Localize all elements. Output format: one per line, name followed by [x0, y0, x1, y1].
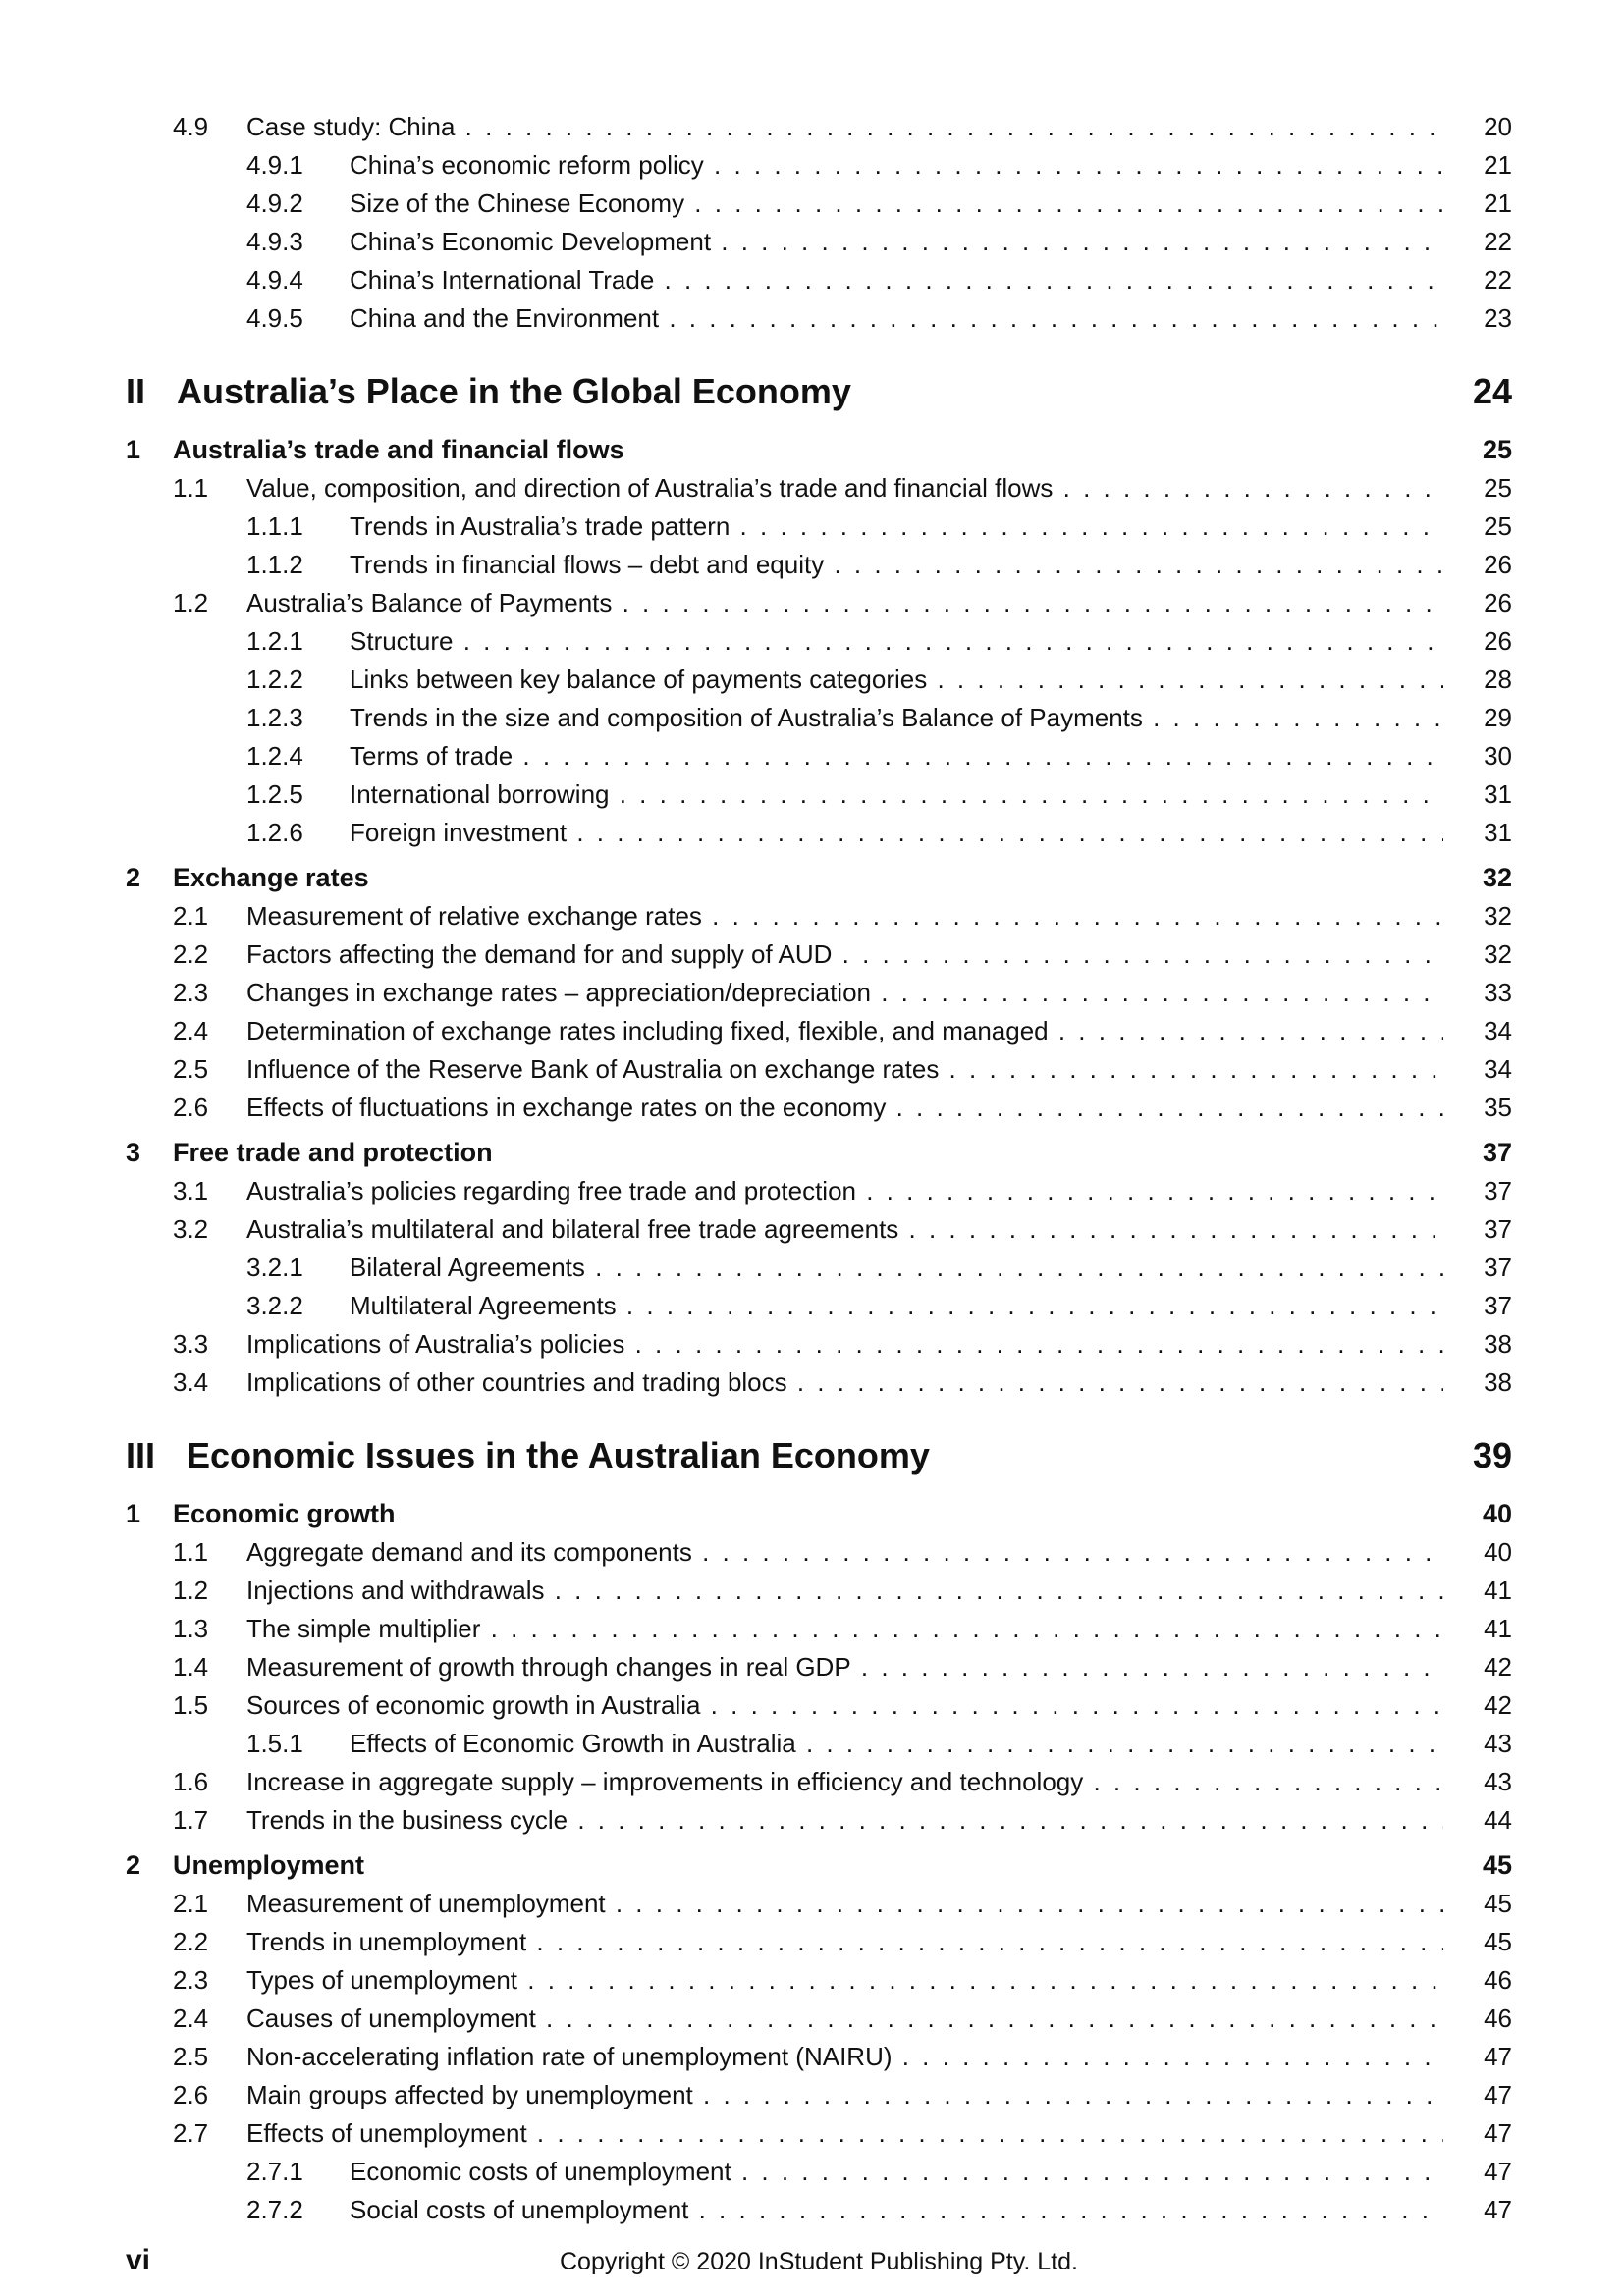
entry-number: 2.1: [173, 1889, 209, 1918]
entry-title: Implications of other countries and trading blocs . . .: [246, 1363, 1443, 1402]
entry-page: 20: [1484, 112, 1512, 141]
toc-entry: [126, 1172, 1512, 1210]
entry-title: Links between key balance of payments categories . . .: [350, 661, 1443, 699]
page-footer: [126, 2244, 1512, 2283]
section-number: 1: [126, 435, 141, 464]
toc-entry: [126, 1533, 1512, 1572]
entry-number: 1.2.4: [246, 741, 303, 771]
entry-title: Determination of exchange rates including fixed, flexible, and managed . . .: [246, 1012, 1443, 1050]
entry-page: 38: [1484, 1329, 1512, 1359]
toc-entry: [126, 1961, 1512, 2000]
entry-page: 22: [1484, 227, 1512, 256]
entry-title: Effects of unemployment . . .: [246, 2114, 1443, 2153]
entry-page: 35: [1484, 1093, 1512, 1122]
entry-title: Effects of fluctuations in exchange rates on the economy . . .: [246, 1089, 1443, 1127]
entry-title: Trends in the size and composition of Australia’s Balance of Payments . . .: [350, 699, 1443, 737]
entry-number: 1.1.2: [246, 550, 303, 579]
entry-title: Implications of Australia’s policies . . .: [246, 1325, 1443, 1363]
toc-entry: [126, 1610, 1512, 1648]
toc-entry: [126, 584, 1512, 622]
entry-page: 41: [1484, 1575, 1512, 1605]
entry-page: 42: [1484, 1652, 1512, 1682]
entry-number: 3.2.2: [246, 1291, 303, 1320]
toc-entry: [126, 897, 1512, 935]
toc-entry: [126, 699, 1512, 737]
entry-title: Influence of the Reserve Bank of Australia on exchange rates . . .: [246, 1050, 1443, 1089]
entry-number: 1.1: [173, 473, 209, 503]
section-page: 32: [1482, 863, 1512, 892]
page-number-folio: vi: [126, 2244, 151, 2276]
chapter-page: 24: [1472, 371, 1512, 411]
entry-title: China’s Economic Development . . .: [350, 223, 1443, 261]
entry-number: 1.2.6: [246, 818, 303, 847]
toc-entry: [126, 108, 1512, 146]
toc-entry: [126, 1363, 1512, 1402]
toc-entry: [126, 2114, 1512, 2153]
section-title: Unemployment: [173, 1850, 365, 1880]
entry-page: 37: [1484, 1176, 1512, 1205]
section-heading: [126, 1845, 1512, 1885]
entry-page: 21: [1484, 150, 1512, 180]
toc-entry: [126, 1801, 1512, 1840]
toc-entry: [126, 1885, 1512, 1923]
entry-title: Trends in financial flows – debt and equity . . .: [350, 546, 1443, 584]
entry-title: Terms of trade . . .: [350, 737, 1443, 775]
entry-title: Trends in Australia’s trade pattern . . .: [350, 507, 1443, 546]
chapter-heading: [126, 1423, 1512, 1488]
entry-title: Structure . . .: [350, 622, 1443, 661]
entry-page: 44: [1484, 1805, 1512, 1835]
entry-number: 1.4: [173, 1652, 209, 1682]
entry-title: Foreign investment . . .: [350, 814, 1443, 852]
entry-number: 2.5: [173, 2042, 209, 2071]
entry-number: 1.2.3: [246, 703, 303, 732]
toc-entry: [126, 1763, 1512, 1801]
entry-page: 47: [1484, 2157, 1512, 2186]
toc-entry: [126, 1050, 1512, 1089]
toc-entry: [126, 146, 1512, 185]
entry-title: Changes in exchange rates – appreciation/depreciation . . .: [246, 974, 1443, 1012]
toc-entry: [126, 546, 1512, 584]
section-number: 2: [126, 863, 141, 892]
entry-page: 37: [1484, 1253, 1512, 1282]
entry-number: 4.9.3: [246, 227, 303, 256]
toc-entry: [126, 299, 1512, 338]
entry-number: 1.2.2: [246, 665, 303, 694]
entry-page: 25: [1484, 473, 1512, 503]
entry-page: 25: [1484, 511, 1512, 541]
entry-page: 26: [1484, 588, 1512, 617]
entry-number: 1.5: [173, 1690, 209, 1720]
section-title: Australia’s trade and financial flows: [173, 435, 624, 464]
entry-title: Economic costs of unemployment . . .: [350, 2153, 1443, 2191]
toc-entry: [126, 261, 1512, 299]
toc-entry: [126, 2076, 1512, 2114]
entry-number: 2.1: [173, 901, 209, 931]
entry-number: 3.4: [173, 1367, 209, 1397]
entry-page: 31: [1484, 818, 1512, 847]
entry-number: 2.7: [173, 2118, 209, 2148]
entry-number: 2.3: [173, 978, 209, 1007]
entry-title: Australia’s Balance of Payments . . .: [246, 584, 1443, 622]
entry-title: Main groups affected by unemployment . . .: [246, 2076, 1443, 2114]
entry-title: Injections and withdrawals . . .: [246, 1572, 1443, 1610]
section-page: 25: [1482, 435, 1512, 464]
entry-title: Measurement of relative exchange rates . . .: [246, 897, 1443, 935]
toc-entry: [126, 223, 1512, 261]
section-number: 3: [126, 1138, 141, 1167]
entry-title: Types of unemployment . . .: [246, 1961, 1443, 2000]
entry-page: 34: [1484, 1016, 1512, 1045]
entry-title: Case study: China . . .: [246, 108, 1443, 146]
toc-entry: [126, 2000, 1512, 2038]
entry-page: 29: [1484, 703, 1512, 732]
entry-page: 47: [1484, 2195, 1512, 2224]
entry-number: 1.6: [173, 1767, 209, 1796]
entry-page: 47: [1484, 2080, 1512, 2109]
entry-page: 23: [1484, 303, 1512, 333]
entry-title: The simple multiplier . . .: [246, 1610, 1443, 1648]
entry-number: 3.1: [173, 1176, 209, 1205]
toc-entry: [126, 1923, 1512, 1961]
toc-entry: [126, 1012, 1512, 1050]
toc-entry: [126, 1287, 1512, 1325]
entry-title: Trends in the business cycle . . .: [246, 1801, 1443, 1840]
entry-title: Measurement of unemployment . . .: [246, 1885, 1443, 1923]
entry-title: Measurement of growth through changes in real GDP . . .: [246, 1648, 1443, 1686]
section-title: Exchange rates: [173, 863, 369, 892]
entry-number: 1.3: [173, 1614, 209, 1643]
chapter-title: Economic Issues in the Australian Economy: [187, 1435, 930, 1475]
entry-title: China’s economic reform policy . . .: [350, 146, 1443, 185]
entry-number: 1.1: [173, 1537, 209, 1567]
section-page: 45: [1482, 1850, 1512, 1880]
section-title: Economic growth: [173, 1499, 396, 1528]
entry-page: 40: [1484, 1537, 1512, 1567]
toc-entry: [126, 737, 1512, 775]
entry-page: 46: [1484, 2003, 1512, 2033]
entry-number: 4.9.2: [246, 188, 303, 218]
section-number: 2: [126, 1850, 141, 1880]
entry-number: 2.3: [173, 1965, 209, 1995]
entry-page: 46: [1484, 1965, 1512, 1995]
entry-page: 41: [1484, 1614, 1512, 1643]
entry-number: 4.9.1: [246, 150, 303, 180]
entry-number: 1.2.1: [246, 626, 303, 656]
entry-page: 21: [1484, 188, 1512, 218]
entry-number: 1.2.5: [246, 779, 303, 809]
toc-entry: [126, 1249, 1512, 1287]
section-heading: [126, 1494, 1512, 1533]
toc-entry: [126, 974, 1512, 1012]
entry-title: Size of the Chinese Economy . . .: [350, 185, 1443, 223]
entry-number: 2.2: [173, 1927, 209, 1956]
entry-title: Value, composition, and direction of Australia’s trade and financial flows . . .: [246, 469, 1443, 507]
toc-entry: [126, 1686, 1512, 1725]
entry-number: 4.9.5: [246, 303, 303, 333]
entry-title: Aggregate demand and its components . . .: [246, 1533, 1443, 1572]
entry-number: 3.2: [173, 1214, 209, 1244]
toc-entry: [126, 1725, 1512, 1763]
entry-number: 2.4: [173, 2003, 209, 2033]
toc-entry: [126, 1210, 1512, 1249]
entry-number: 2.6: [173, 1093, 209, 1122]
copyright-notice: Copyright © 2020 InStudent Publishing Pty. Ltd.: [559, 2248, 1078, 2275]
entry-page: 34: [1484, 1054, 1512, 1084]
toc-entry: [126, 775, 1512, 814]
entry-title: Multilateral Agreements . . .: [350, 1287, 1443, 1325]
entry-page: 45: [1484, 1927, 1512, 1956]
toc-entry: [126, 2153, 1512, 2191]
entry-number: 2.4: [173, 1016, 209, 1045]
toc-entry: [126, 622, 1512, 661]
entry-title: Bilateral Agreements . . .: [350, 1249, 1443, 1287]
entry-page: 43: [1484, 1729, 1512, 1758]
entry-number: 2.5: [173, 1054, 209, 1084]
entry-page: 47: [1484, 2118, 1512, 2148]
entry-number: 3.2.1: [246, 1253, 303, 1282]
entry-number: 1.2: [173, 588, 209, 617]
entry-number: 3.3: [173, 1329, 209, 1359]
entry-number: 2.6: [173, 2080, 209, 2109]
entry-page: 37: [1484, 1291, 1512, 1320]
entry-title: Australia’s policies regarding free trade and protection . . .: [246, 1172, 1443, 1210]
entry-page: 37: [1484, 1214, 1512, 1244]
entry-page: 47: [1484, 2042, 1512, 2071]
entry-number: 4.9: [173, 112, 209, 141]
toc-entry: [126, 2191, 1512, 2229]
entry-title: China and the Environment . . .: [350, 299, 1443, 338]
toc-entry: [126, 1572, 1512, 1610]
entry-number: 1.5.1: [246, 1729, 303, 1758]
chapter-heading: [126, 359, 1512, 424]
entry-title: Sources of economic growth in Australia . . .: [246, 1686, 1443, 1725]
entry-title: International borrowing . . .: [350, 775, 1443, 814]
entry-page: 26: [1484, 550, 1512, 579]
toc-entry: [126, 1089, 1512, 1127]
entry-number: 2.2: [173, 939, 209, 969]
chapter-number: II: [126, 371, 146, 411]
entry-page: 31: [1484, 779, 1512, 809]
entry-page: 43: [1484, 1767, 1512, 1796]
table-of-contents: [126, 108, 1512, 2229]
entry-title: Australia’s multilateral and bilateral free trade agreements . . .: [246, 1210, 1443, 1249]
entry-title: Factors affecting the demand for and supply of AUD . . .: [246, 935, 1443, 974]
entry-page: 30: [1484, 741, 1512, 771]
entry-page: 32: [1484, 901, 1512, 931]
entry-page: 42: [1484, 1690, 1512, 1720]
entry-title: Non-accelerating inflation rate of unemployment (NAIRU) . . .: [246, 2038, 1443, 2076]
toc-entry: [126, 661, 1512, 699]
entry-page: 26: [1484, 626, 1512, 656]
section-title: Free trade and protection: [173, 1138, 493, 1167]
entry-number: 1.7: [173, 1805, 209, 1835]
entry-title: China’s International Trade . . .: [350, 261, 1443, 299]
entry-title: Causes of unemployment . . .: [246, 2000, 1443, 2038]
entry-page: 33: [1484, 978, 1512, 1007]
entry-title: Increase in aggregate supply – improvements in efficiency and technology . . .: [246, 1763, 1443, 1801]
toc-entry: [126, 507, 1512, 546]
section-heading: [126, 430, 1512, 469]
chapter-number: III: [126, 1435, 156, 1475]
entry-title: Social costs of unemployment . . .: [350, 2191, 1443, 2229]
entry-page: 32: [1484, 939, 1512, 969]
toc-entry: [126, 814, 1512, 852]
toc-entry: [126, 2038, 1512, 2076]
toc-entry: [126, 1325, 1512, 1363]
section-number: 1: [126, 1499, 141, 1528]
section-heading: [126, 858, 1512, 897]
entry-page: 38: [1484, 1367, 1512, 1397]
entry-title: Trends in unemployment . . .: [246, 1923, 1443, 1961]
toc-entry: [126, 185, 1512, 223]
section-heading: [126, 1133, 1512, 1172]
toc-entry: [126, 1648, 1512, 1686]
entry-page: 45: [1484, 1889, 1512, 1918]
section-page: 37: [1482, 1138, 1512, 1167]
chapter-title: Australia’s Place in the Global Economy: [177, 371, 851, 411]
entry-number: 1.1.1: [246, 511, 303, 541]
chapter-page: 39: [1472, 1435, 1512, 1475]
entry-page: 22: [1484, 265, 1512, 294]
entry-number: 2.7.1: [246, 2157, 303, 2186]
toc-entry: [126, 935, 1512, 974]
entry-number: 1.2: [173, 1575, 209, 1605]
entry-title: Effects of Economic Growth in Australia . . .: [350, 1725, 1443, 1763]
entry-number: 2.7.2: [246, 2195, 303, 2224]
entry-number: 4.9.4: [246, 265, 303, 294]
section-page: 40: [1482, 1499, 1512, 1528]
entry-page: 28: [1484, 665, 1512, 694]
toc-entry: [126, 469, 1512, 507]
